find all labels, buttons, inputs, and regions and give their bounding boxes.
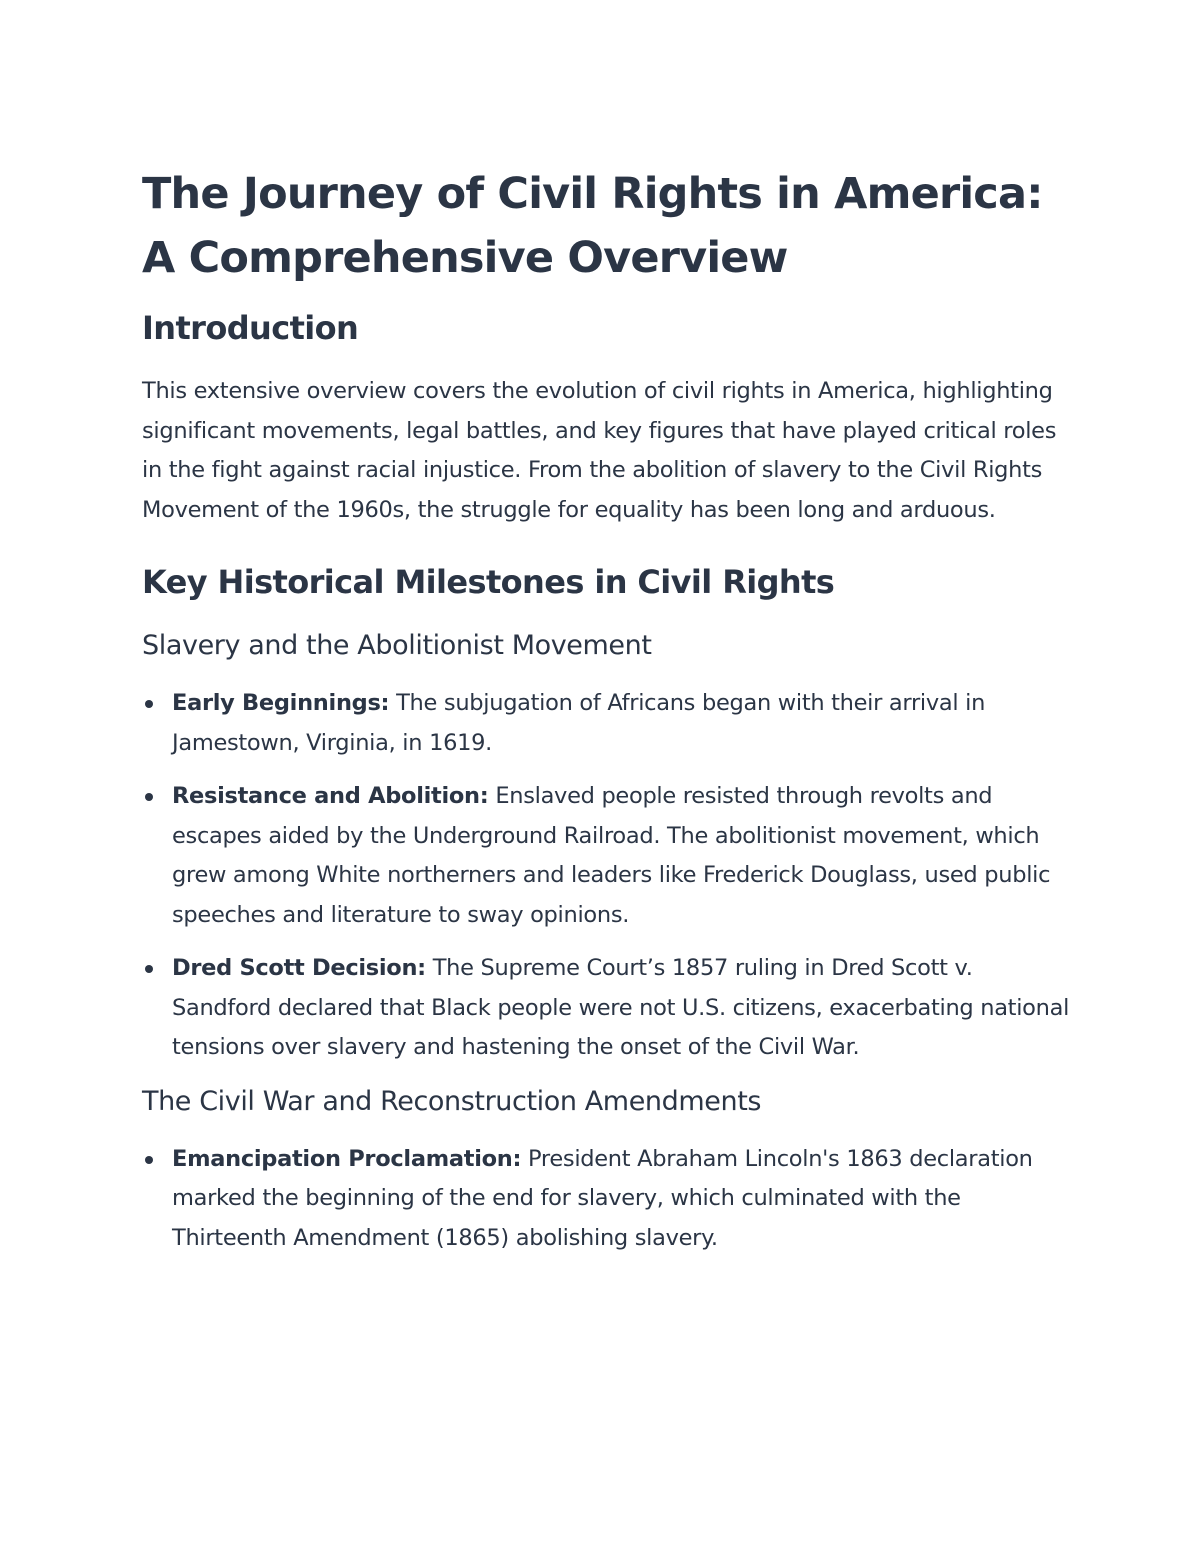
document-page xyxy=(142,162,1072,1272)
bullet-list-slavery xyxy=(142,684,1072,1068)
milestones-heading: Key Historical Milestones in Civil Rights xyxy=(142,563,835,601)
introduction-heading: Introduction xyxy=(142,309,359,347)
list-item-label: Emancipation Proclamation: xyxy=(172,1145,522,1172)
section-heading-slavery: Slavery and the Abolitionist Movement xyxy=(142,630,652,661)
bullet-icon xyxy=(145,793,153,801)
title-line-2: A Comprehensive Overview xyxy=(142,233,788,283)
section-heading-civil-war: The Civil War and Reconstruction Amendments xyxy=(142,1085,762,1117)
list-item-text: President Abraham Lincoln's 1863 declaration marked the beginning of the end for slavery, which culminated with the Thirteenth Amendment (1865) abolishing slavery. xyxy=(172,1145,1033,1251)
list-item-text: The subjugation of Africans began with their arrival in Jamestown, Virginia, in 1619. xyxy=(172,690,986,756)
list-item xyxy=(142,949,1072,1068)
list-item xyxy=(142,684,1072,763)
title-line-1: The Journey of Civil Rights in America: xyxy=(142,169,1043,219)
bullet-icon xyxy=(145,700,153,708)
list-item-label: Dred Scott Decision: xyxy=(172,955,426,981)
list-item-text: Enslaved people resisted through revolts and escapes aided by the Underground Railroad. The abolitionist movement, which grew among White northerners and leaders like Frederick Douglass, used public speeches and literature to sway opinions. xyxy=(172,783,1051,928)
bullet-icon xyxy=(145,1156,153,1164)
list-item-text: The Supreme Court’s 1857 ruling in Dred Scott v. Sandford declared that Black people were not U.S. citizens, exacerbating national tensions over slavery and hastening the onset of the Civil War. xyxy=(172,955,1070,1060)
bullet-list-civil-war xyxy=(142,1140,1072,1259)
bullet-icon xyxy=(145,965,153,973)
introduction-paragraph: This extensive overview covers the evolution of civil rights in America, highlighting significant movements, legal battles, and key figures that have played critical roles in the fight against racial injustice. From the abolition of slavery to the Civil Rights Movement of the 1960s, the struggle for equality has been long and arduous. xyxy=(142,378,1057,523)
list-item-label: Resistance and Abolition: xyxy=(172,783,489,809)
document-title xyxy=(142,162,1072,290)
list-item xyxy=(142,777,1072,935)
list-item xyxy=(142,1140,1072,1259)
list-item-label: Early Beginnings: xyxy=(172,690,390,716)
